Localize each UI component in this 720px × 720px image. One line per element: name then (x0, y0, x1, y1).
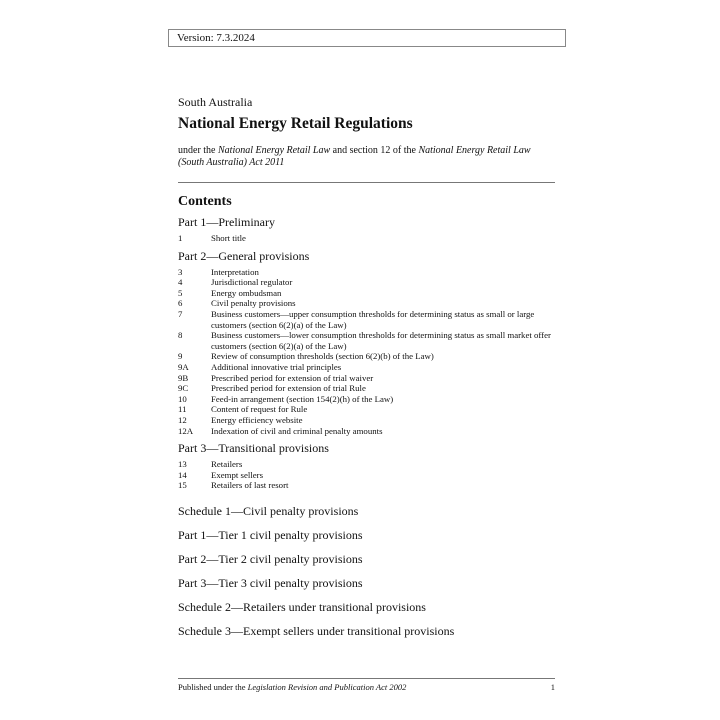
subtitle-law-name: National Energy Retail Law (218, 145, 331, 156)
toc-entry[interactable] (178, 288, 556, 299)
toc-part-heading[interactable]: Part 1—Preliminary (178, 215, 275, 229)
toc-entry-text: Jurisdictional regulator (211, 277, 293, 288)
toc-schedule-heading[interactable]: Schedule 1—Civil penalty provisions (178, 504, 359, 518)
footer-prefix: Published under the (178, 682, 248, 692)
toc-entry[interactable] (178, 415, 556, 426)
toc-entry-text: Business customers—lower consumption thresholds for determining status as small market offer customers (section 6(2)(a) of the Law) (211, 330, 551, 351)
toc-entry[interactable] (178, 394, 556, 405)
version-label: Version: 7.3.2024 (168, 29, 566, 47)
toc-entry-number: 9A (178, 361, 189, 372)
divider-bottom (178, 678, 555, 679)
toc-entry-number: 3 (178, 266, 183, 277)
toc-entry-text: Content of request for Rule (211, 404, 308, 415)
toc-part-entries (178, 267, 556, 437)
toc-entry-number: 7 (178, 308, 183, 319)
subtitle-prefix: under the (178, 145, 218, 156)
toc-entry[interactable] (178, 362, 556, 373)
toc-entry[interactable] (178, 404, 556, 415)
toc-entry[interactable] (178, 373, 556, 384)
toc-entry[interactable] (178, 426, 556, 437)
toc-entry-text: Retailers (211, 459, 243, 470)
toc-entry-number: 12 (178, 414, 187, 425)
toc-entry-text: Indexation of civil and criminal penalty amounts (211, 425, 383, 436)
toc-entry[interactable] (178, 233, 556, 244)
toc-entry-number: 14 (178, 469, 187, 480)
toc-entry-text: Business customers—upper consumption thresholds for determining status as small or large customers (section 6(2)(a) of the Law) (211, 308, 535, 330)
toc-entry[interactable] (178, 351, 556, 362)
toc-entry-number: 4 (178, 277, 183, 288)
toc-entry-text: Prescribed period for extension of trial waiver (211, 372, 374, 383)
toc-entry-number: 12A (178, 425, 194, 436)
toc-entry-text: Additional innovative trial principles (211, 361, 342, 372)
toc-part-entries (178, 459, 556, 491)
table-of-contents (178, 214, 556, 495)
footer-publication (178, 682, 406, 692)
subtitle-act-name: National Energy Retail Law (South Australia) Act 2011 (178, 145, 531, 168)
toc-schedule-heading[interactable]: Part 1—Tier 1 civil penalty provisions (178, 528, 363, 542)
toc-schedule-heading[interactable]: Schedule 2—Retailers under transitional provisions (178, 600, 426, 614)
toc-entry[interactable] (178, 277, 556, 288)
toc-entry-text: Review of consumption thresholds (section 6(2)(b) of the Law) (211, 351, 434, 362)
toc-entry-number: 13 (178, 459, 187, 470)
subtitle-middle: and section 12 of the (330, 145, 419, 156)
toc-entry-text: Retailers of last resort (211, 480, 289, 491)
document-subtitle (178, 145, 558, 169)
page-number: 1 (550, 682, 555, 692)
toc-entry-number: 9B (178, 372, 189, 383)
toc-entry[interactable] (178, 459, 556, 470)
toc-entry-text: Feed-in arrangement (section 154(2)(h) of the Law) (211, 393, 394, 404)
toc-entry[interactable] (178, 330, 556, 351)
toc-entry[interactable] (178, 480, 556, 491)
contents-heading: Contents (178, 194, 232, 209)
footer-act: Legislation Revision and Publication Act 2002 (247, 682, 407, 692)
toc-entry-number: 8 (178, 330, 183, 341)
toc-schedule-heading[interactable]: Part 3—Tier 3 civil penalty provisions (178, 576, 363, 590)
jurisdiction: South Australia (178, 95, 253, 109)
toc-entry[interactable] (178, 383, 556, 394)
toc-entry-text: Prescribed period for extension of trial Rule (211, 383, 366, 394)
toc-entry-number: 1 (178, 233, 183, 243)
toc-entry-number: 11 (178, 404, 187, 415)
toc-entry[interactable] (178, 267, 556, 278)
toc-entry-number: 5 (178, 287, 183, 298)
toc-schedule-heading[interactable]: Part 2—Tier 2 civil penalty provisions (178, 552, 363, 566)
toc-part-heading[interactable]: Part 2—General provisions (178, 248, 310, 263)
page-footer (178, 682, 555, 692)
toc-entry-text: Civil penalty provisions (211, 298, 296, 309)
toc-entry-text: Energy efficiency website (211, 414, 303, 425)
toc-part-heading[interactable]: Part 3—Transitional provisions (178, 441, 329, 456)
toc-entry-text: Interpretation (211, 266, 259, 277)
divider-top (178, 182, 555, 183)
toc-entry-number: 9C (178, 383, 189, 394)
toc-entry-text: Exempt sellers (211, 469, 264, 480)
toc-part-entries (178, 233, 556, 244)
toc-entry[interactable] (178, 470, 556, 481)
toc-entry-text: Energy ombudsman (211, 287, 282, 298)
toc-entry-number: 9 (178, 351, 183, 362)
toc-entry-text: Short title (211, 233, 246, 243)
toc-schedule-heading[interactable]: Schedule 3—Exempt sellers under transitional provisions (178, 624, 455, 638)
toc-entry[interactable] (178, 298, 556, 309)
toc-entry-number: 15 (178, 480, 187, 491)
toc-entry-number: 10 (178, 393, 187, 404)
toc-entry[interactable] (178, 309, 556, 330)
document-title: National Energy Retail Regulations (178, 115, 413, 132)
toc-entry-number: 6 (178, 298, 183, 309)
